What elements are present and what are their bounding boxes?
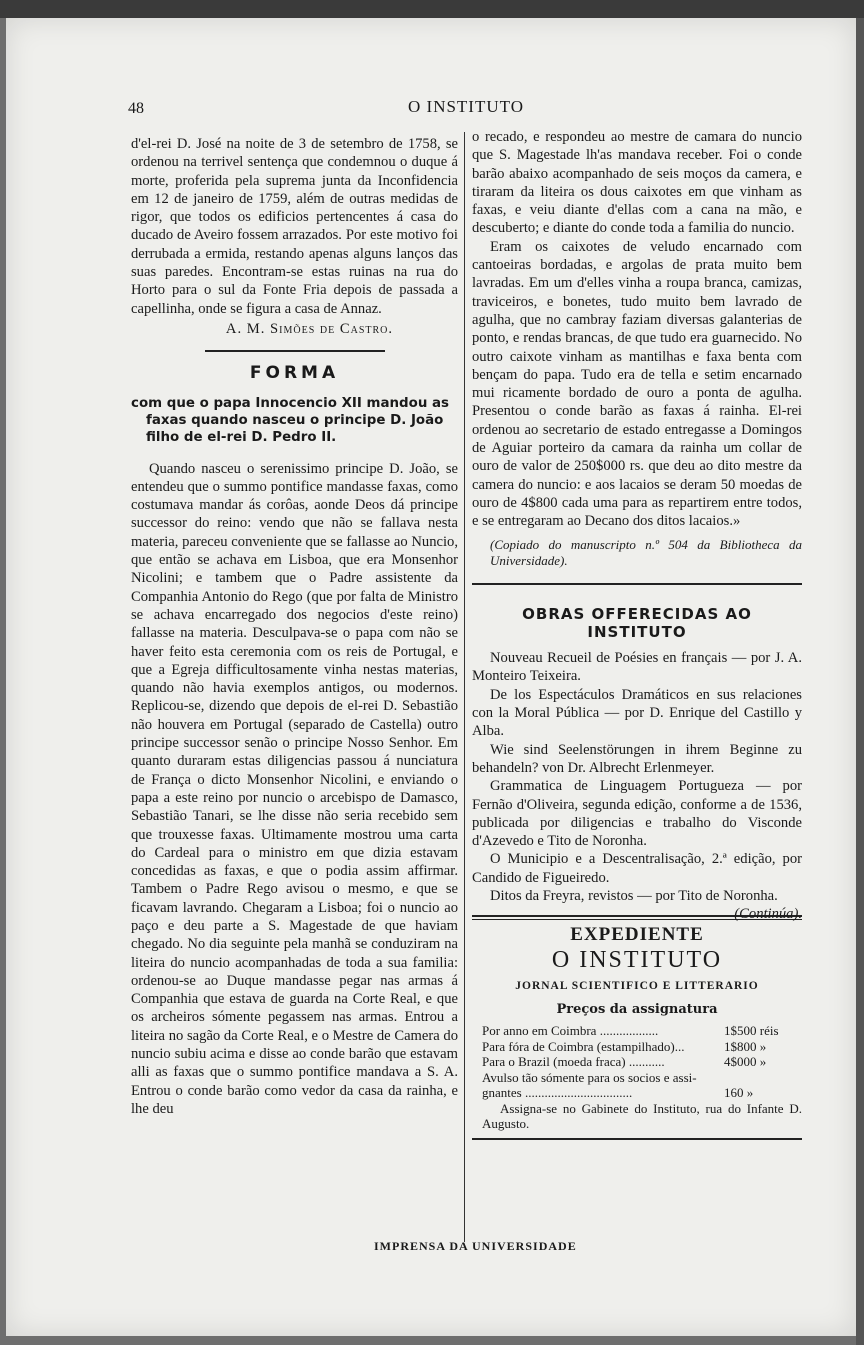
intro-paragraph: d'el-rei D. José na noite de 3 de setembro de 1758, se ordenou na terrivel sentença que condemnou o duque á morte, proferida pela suprema junta da Inconfidencia em 12 de janeiro de 1759, além de outras medidas de rigor, que todos os edificios pertencentes á casa do ducado de Aveiro fossem arrazados. Por este motivo foi derrubada a ermida, restando apenas alguns lanços das suas paredes. Encontram-se estas ruinas na rua do Horto para o sul da Fonte Fria depois de passada a capellinha, onde se figura a casa de Annaz. [131, 136, 458, 317]
bottom-rule [472, 1138, 802, 1140]
price-row [482, 1070, 802, 1086]
price-label: Para fóra de Coimbra (estampilhado)... [482, 1038, 685, 1054]
column-divider [464, 132, 465, 1242]
price-row [482, 1085, 802, 1101]
price-row [482, 1039, 802, 1055]
author-signature: A. M. Simões de Castro. [225, 320, 394, 337]
price-label: gnantes ................................. [482, 1085, 633, 1101]
page-number: 48 [128, 100, 144, 117]
section-rule-right [472, 583, 802, 585]
obras-item: Nouveau Recueil de Poésies en français — por J. A. Monteiro Teixeira. [472, 650, 802, 685]
price-label: Para o Brazil (moeda fraca) ........... [482, 1054, 665, 1070]
price-amount: 160 » [724, 1085, 754, 1101]
journal-subtitle: JORNAL SCIENTIFICO E LITTERARIO [515, 979, 759, 992]
source-citation: (Copiado do manuscripto n.º 504 da Bibliotheca da Universidade). [490, 536, 802, 568]
forma-subheading [131, 395, 458, 446]
obras-item: De los Espectáculos Dramáticos en sus relaciones con la Moral Pública — por D. Enrique del Castillo y Alba. [472, 686, 802, 740]
section-rule [205, 350, 385, 352]
scan-top-edge [0, 0, 864, 18]
price-amount [724, 1070, 802, 1086]
expediente-heading: EXPEDIENTE [570, 924, 704, 946]
obras-item: Wie sind Seelenstörungen in ihrem Beginne zu behandeln? von Dr. Albrecht Erlenmeyer. [472, 741, 802, 776]
obras-item: Grammatica de Linguagem Portugueza — por Fernão d'Oliveira, segunda edição, conforme a de 1536, publicada por diligencias e trabalho do Visconde d'Azevedo e Tito de Noronha. [472, 778, 802, 850]
right-column [472, 128, 802, 1140]
forma-text: Quando nasceu o serenissimo principe D. João, se entendeu que o summo pontifice mandasse faxas, como costumava mandar ás corôas, aonde Deos dá principe successor do reino: vendo que não se fallava nesta materia, pareceu conveniente que se fallasse ao Nuncio, que então se achava em Lisboa, que era Monsenhor Nicolini; e tambem que o Padre assistente da Companhia Antonio do Rego (que por falta de Ministro se achava encarregado dos negocios d'este reino) fallasse na materia. Desculpava-se o papa com não se haver feito esta ceremonia com os reis de Portugal, e que a Egreja difficultosamente vinha nestas materias, quando não havia exemplos antigos, ou modernos. Replicou-se, dizendo que depois de el-rei D. Sebastião não houvera em Portugal (separado de Castella) outro principe successor senão o principe Nosso Senhor. Em quanto duraram estas diligencias passou á nunciatura de França o dicto Monsenhor Nicolini, e enviando o papa a este reino por nuncio o arcebispo de Damasco, Sebastião Tanari, se lhe disse não seria recebido sem que trouxesse faxas. Ultimamente mostrou uma carta do Cardeal para o ministro em que dizia estavam concedidas as faxas, e que o podia assim affirmar. Tambem o Padre Rego avisou o mesmo, e que se ficavam lavrando. Chegaram a Lisboa; foi o nuncio ao paço e deu parte a S. Magestade de que haviam chegado. No dia seguinte pela manhã se conduziram na liteira do nuncio acompanhadas de toda a sua familia: ordenou-se ao Duque mandasse pegar nas armas á Companhia que estava de guarda na Corte Real, e que os archeiros sómente pegassem nas armas. Entrou a liteira no sagão da Corte Real, e o Mestre de Camera do nuncio subiu acima e disse ao conde barão que estavam alli as faxas que o summo pontifice mandava a S. A. Entrou o conde barão como vedor da casa da rainha, e lhe deu [131, 460, 458, 1117]
obras-heading: OBRAS OFFERECIDAS AO INSTITUTO [522, 604, 752, 641]
price-row [482, 1054, 802, 1070]
imprint-footer: IMPRENSA DA UNIVERSIDADE [374, 1239, 577, 1253]
scan-right-edge [856, 18, 864, 1345]
right-paragraph-2: Eram os caixotes de veludo encarnado com cantoeiras bordadas, e argolas de prata muito bem lavradas. Em um d'elles vinha a roupa branca, camizas, traviceiros, e bonetes, tudo muito bem lavrado de agulha, que no cambray faziam diversas galanterias de ponto, e rendas brancas, de que tudo era guarnecido. No outro caixote vinham as mantilhas e faxa benta com bençam do papa. Tudo era de tella e setim encarnado mui ricamente bordado de ouro a ponta de agulha. Presentou o conde barão as faxas á rainha. El-rei ordenou ao secretario de estado entregasse a Domingos de Aguiar porteiro da camara da rainha um collar de ouro de valor de 250$000 rs. que deu ao dito mestre da camera do nuncio: e aos lacaios se deram 50 moedas de ouro de 4$800 cada uma para as repartirem entre todos, e se entregaram ao Decano dos ditos lacaios.» [472, 238, 802, 530]
running-title: O INSTITUTO [408, 97, 524, 116]
left-column [131, 135, 458, 1118]
price-row [482, 1023, 802, 1039]
price-label: Por anno em Coimbra .................. [482, 1023, 659, 1039]
journal-title: O INSTITUTO [551, 946, 723, 973]
price-amount: 1$500 réis [724, 1023, 779, 1039]
prices-heading: Preços da assignatura [556, 1001, 718, 1017]
obras-item: O Municipio e a Descentralisação, 2.ª edição, por Candido de Figueiredo. [472, 851, 802, 886]
price-label: Avulso tão sómente para os socios e assi- [482, 1069, 697, 1085]
forma-heading: FORMA [249, 363, 340, 384]
forma-subheading-text: com que o papa Innocencio XII mandou as faxas quando nasceu o principe D. João filho de el-rei D. Pedro II. [131, 395, 450, 445]
continua-note: (Continúa). [734, 906, 802, 923]
subscribe-note: Assigna-se no Gabinete do Instituto, rua do Infante D. Augusto. [482, 1100, 802, 1132]
obras-item-last [472, 887, 802, 923]
right-paragraph-1: o recado, e respondeu ao mestre de camara do nuncio que S. Magestade lh'as mandava receber. Foi o conde barão abaixo acompanhado de seis moços da camera, e tiraram da liteira os dous caixotes em que vinham as faxas, e veiu diante d'ellas com a cana na mão, e descuberto; e diante do conde toda a familia do nuncio. [472, 129, 802, 237]
obras-item-text: Ditos da Freyra, revistos — por Tito de Noronha. [490, 887, 778, 904]
price-amount: 4$000 » [724, 1054, 767, 1070]
price-amount: 1$800 » [724, 1038, 767, 1054]
price-list [482, 1023, 802, 1101]
